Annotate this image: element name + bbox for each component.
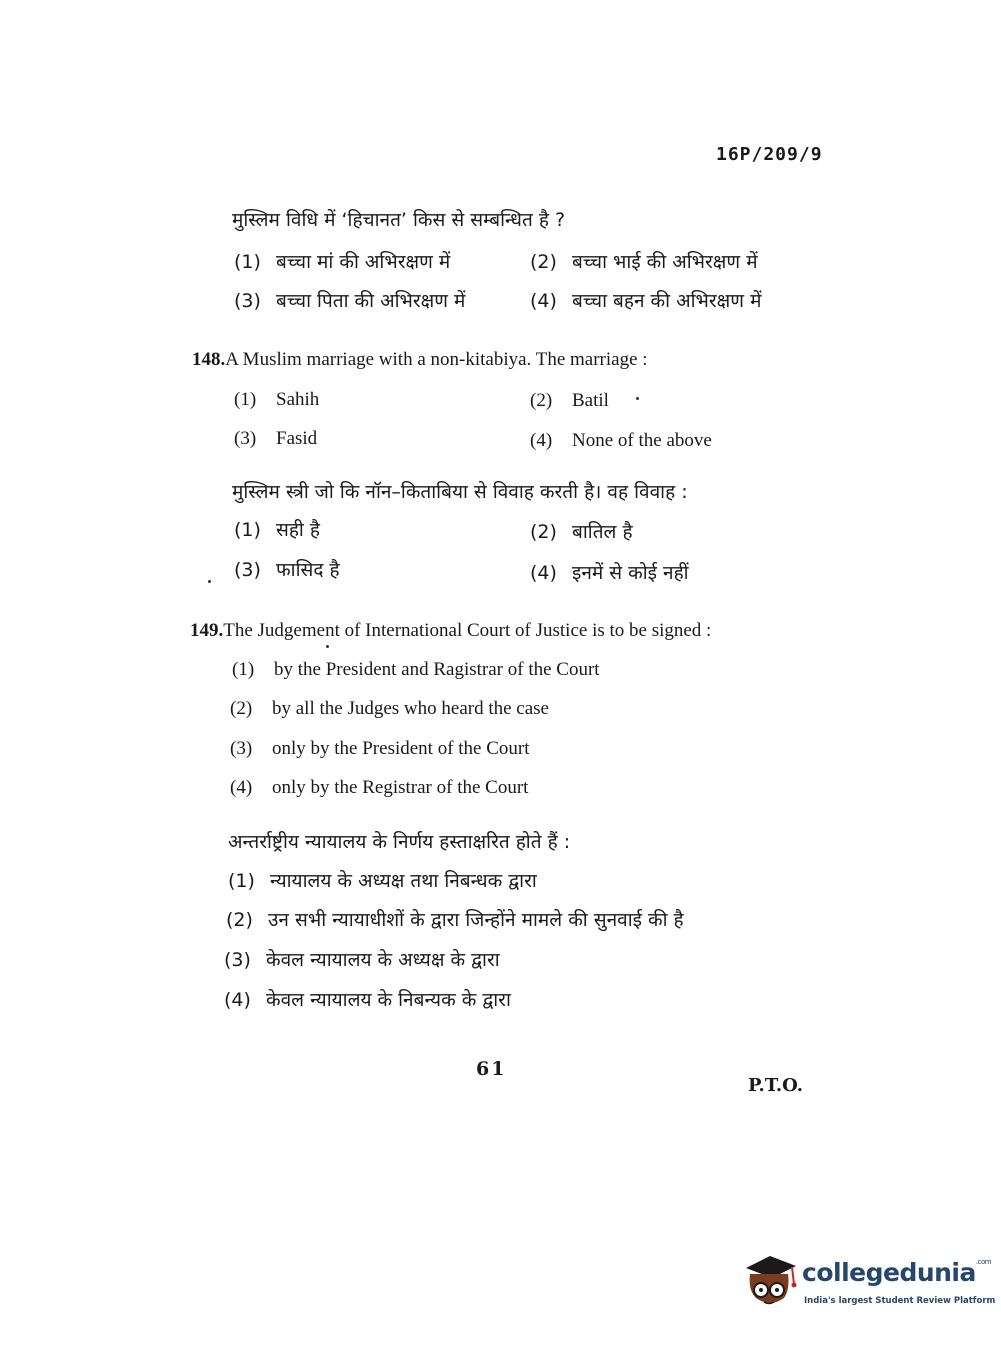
option-text: only by the Registrar of the Court: [272, 777, 529, 798]
option-number: (2): [530, 251, 557, 273]
option-text: only by the President of the Court: [272, 738, 530, 759]
q149-option-3: [230, 738, 530, 760]
question-number: 148.: [192, 349, 226, 370]
option-number: (3): [234, 559, 261, 581]
q147-hindi-question: मुस्लिम विधि में ‘हिचानत’ किस से सम्बन्धित है ?: [232, 209, 566, 231]
scan-speck: [208, 580, 211, 583]
option-number: (2): [226, 909, 253, 931]
question-number: 149.: [190, 620, 224, 641]
scan-speck: [326, 645, 329, 648]
option-number: (4): [530, 562, 557, 584]
option-number: (1): [234, 519, 261, 541]
q149-hindi-question: अन्तर्राष्ट्रीय न्यायालय के निर्णय हस्ताक्षरित होते हैं :: [228, 831, 571, 853]
option-text: उन सभी न्यायाधीशों के द्वारा जिन्होंने मामले की सुनवाई की है: [268, 909, 684, 931]
option-number: (2): [530, 521, 557, 543]
option-number: (4): [224, 989, 251, 1011]
q148-hindi-question: मुस्लिम स्त्री जो कि नॉन–किताबिया से विवाह करती है। वह विवाह :: [232, 481, 688, 503]
q148-option-3: [234, 428, 317, 450]
q147-hindi-option-3: [234, 287, 465, 313]
collegedunia-logo: [740, 1248, 996, 1318]
q149-option-2: [230, 698, 549, 720]
option-text: by the President and Ragistrar of the Court: [274, 659, 600, 680]
option-text: Fasid: [276, 428, 318, 449]
q148-option-4: [530, 430, 712, 452]
option-number: (3): [224, 949, 251, 971]
mascot-icon: [740, 1250, 800, 1312]
q147-hindi-option-2: [530, 248, 758, 274]
logo-brand: [802, 1258, 991, 1287]
option-text: बच्चा मां की अभिरक्षण में: [276, 251, 451, 273]
option-number: (2): [230, 698, 253, 719]
option-text: Sahih: [276, 389, 320, 410]
option-text: केवल न्यायालय के अध्यक्ष के द्वारा: [266, 949, 500, 971]
option-number: (4): [230, 777, 253, 798]
option-text: बच्चा बहन की अभिरक्षण में: [572, 290, 762, 312]
q148-hindi-option-3: [234, 556, 340, 582]
q149-hindi-option-4: [224, 986, 511, 1012]
option-number: (4): [530, 430, 553, 451]
option-text: बच्चा पिता की अभिरक्षण में: [276, 290, 466, 312]
question-text: The Judgement of International Court of Justice is to be signed :: [223, 620, 712, 641]
option-text: Batil: [572, 390, 609, 411]
question-text: A Muslim marriage with a non-kitabiya. The marriage :: [225, 349, 648, 370]
q148-hindi-option-2: [530, 518, 633, 544]
option-number: (3): [234, 290, 261, 312]
q149-hindi-option-2: [226, 906, 684, 932]
q149-option-1: [232, 659, 600, 681]
q147-hindi-option-1: [234, 248, 450, 274]
paper-code: 16P/209/9: [716, 144, 823, 165]
option-number: (3): [234, 428, 257, 449]
option-text: बच्चा भाई की अभिरक्षण में: [572, 251, 758, 273]
option-number: (4): [530, 290, 557, 312]
q147-hindi-option-4: [530, 287, 761, 313]
scan-speck: [636, 397, 639, 400]
page-number: 61: [476, 1058, 507, 1080]
option-text: None of the above: [572, 430, 712, 451]
option-number: (1): [234, 389, 257, 410]
option-number: (1): [232, 659, 255, 680]
logo-brand-text: collegedunia: [802, 1258, 976, 1287]
option-number: (1): [234, 251, 261, 273]
q148-option-2: [530, 390, 609, 412]
q148-hindi-option-1: [234, 516, 320, 542]
q148-hindi-option-4: [530, 559, 689, 585]
logo-tagline: India's largest Student Review Platform: [804, 1296, 996, 1306]
option-number: (3): [230, 738, 253, 759]
option-text: इनमें से कोई नहीं: [572, 562, 689, 584]
option-text: by all the Judges who heard the case: [272, 698, 549, 719]
logo-com: .com: [975, 1258, 992, 1266]
q149-question: [190, 620, 711, 642]
q149-option-4: [230, 777, 528, 799]
option-text: न्यायालय के अध्यक्ष तथा निबन्धक द्वारा: [270, 870, 537, 892]
pto-label: P.T.O.: [748, 1075, 804, 1096]
q149-hindi-option-3: [224, 946, 500, 972]
option-text: फासिद है: [276, 559, 340, 581]
option-text: बातिल है: [572, 521, 633, 543]
q149-hindi-option-1: [228, 867, 537, 893]
option-text: केवल न्यायालय के निबन्यक के द्वारा: [266, 989, 511, 1011]
q148-option-1: [234, 389, 319, 411]
option-number: (1): [228, 870, 255, 892]
option-number: (2): [530, 390, 553, 411]
option-text: सही है: [276, 519, 320, 541]
q148-question: [192, 349, 648, 371]
